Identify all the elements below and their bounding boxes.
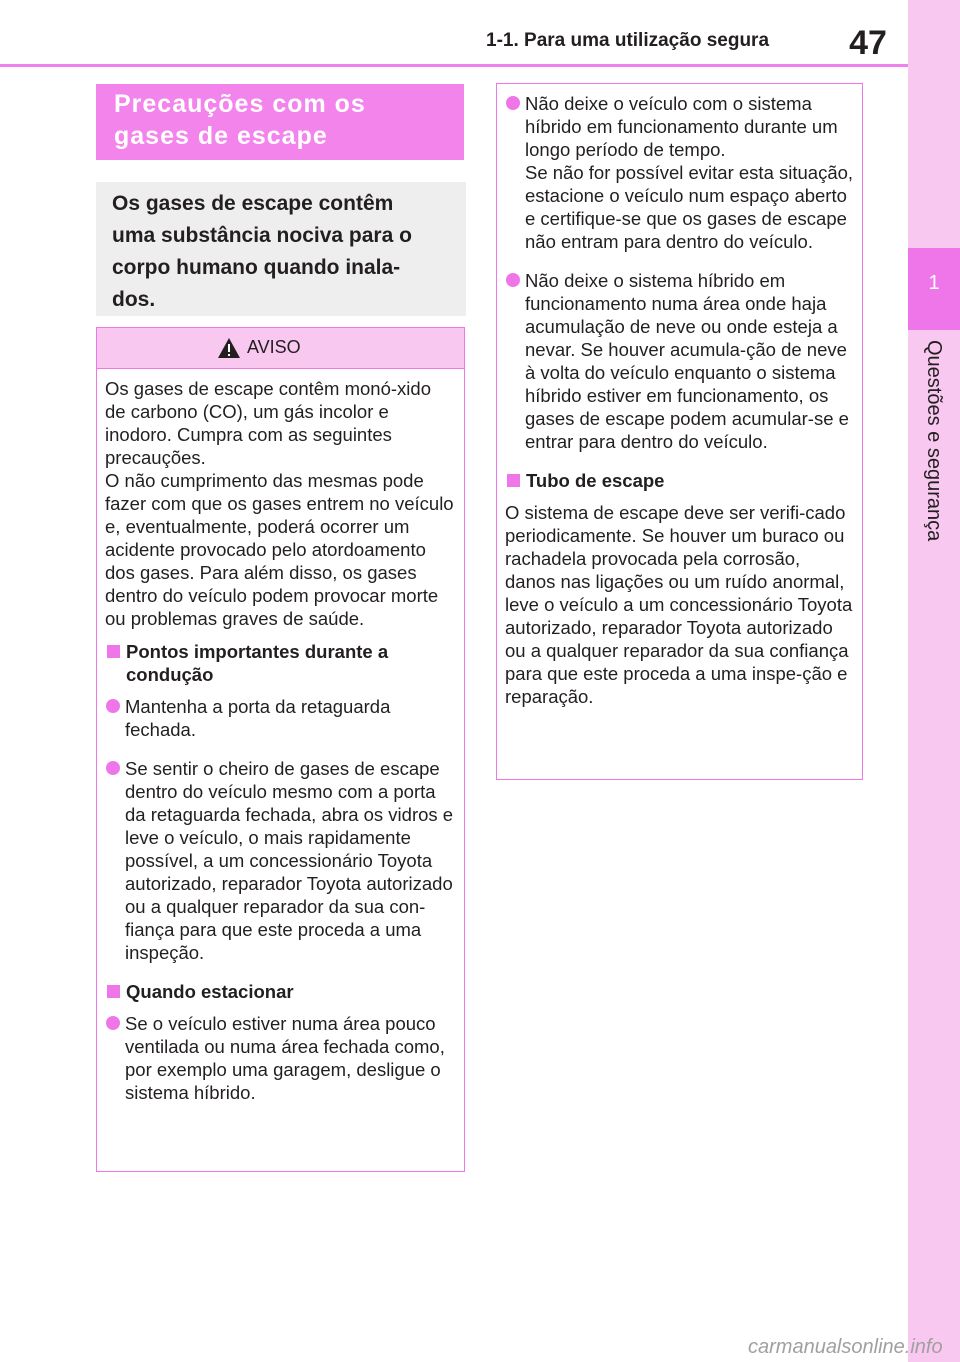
chapter-title: Questões e segurança	[923, 340, 945, 542]
heading-text: Tubo de escape	[526, 470, 665, 491]
bullet-item	[105, 695, 456, 741]
warning-heading-parking	[105, 980, 456, 1003]
header-rule	[0, 64, 908, 67]
watermark: carmanualsonline.info	[748, 1336, 943, 1358]
bullet-item	[105, 757, 456, 964]
warning-header	[97, 328, 464, 369]
heading-exhaust-pipe	[505, 469, 854, 492]
square-bullet-icon	[107, 985, 120, 998]
right-body	[497, 84, 862, 708]
section-title-line1: Precauções com os	[114, 90, 366, 118]
round-bullet-icon	[106, 1016, 120, 1030]
intro-box	[96, 182, 466, 316]
warning-box	[96, 327, 465, 1172]
bullet-text	[525, 92, 854, 253]
right-warning-box	[496, 83, 863, 780]
warning-label: AVISO	[247, 337, 301, 357]
bullet-item	[505, 92, 854, 253]
intro-line: uma substância nociva para o	[112, 224, 412, 247]
bullet-text-part1: Não deixe o veículo com o sistema híbrido em funcionamento durante um longo período de tempo.	[525, 93, 838, 160]
warning-heading-driving	[105, 640, 456, 686]
warning-triangle-icon	[217, 336, 241, 360]
bullet-text: Se o veículo estiver numa área pouco ventilada ou numa área fechada como, por exemplo uma garagem, desligue o sistema híbrido.	[125, 1013, 445, 1103]
heading-text: Pontos importantes durante a condução	[126, 641, 389, 685]
section-label: 1-1. Para uma utilização segura	[486, 30, 770, 51]
intro-line: corpo humano quando inala-	[112, 256, 401, 279]
bullet-item	[105, 1012, 456, 1104]
section-banner	[96, 84, 464, 160]
round-bullet-icon	[506, 273, 520, 287]
intro-line: dos.	[112, 288, 156, 311]
bullet-text-part2: Se não for possível evitar esta situação, estacione o veículo num espaço aberto e certifique-se que os gases de escape não entram para dentro do veículo.	[525, 162, 854, 252]
intro-line: Os gases de escape contêm	[112, 192, 394, 215]
bullet-text: Não deixe o sistema híbrido em funcionamento numa área onde haja acumulação de neve ou onde esteja a nevar. Se houver acumula-ção de neve à volta do veículo enquanto o sistema híbrido estiver em funcionamento, os gases de escape podem acumular-se e entrar para dentro do veículo.	[525, 270, 849, 452]
warning-intro-text: Os gases de escape contêm monó-xido de carbono (CO), um gás incolor e inodoro. Cumpra com as seguintes precauções.	[105, 378, 431, 468]
round-bullet-icon	[106, 761, 120, 775]
square-bullet-icon	[507, 474, 520, 487]
bullet-text: Mantenha a porta da retaguarda fechada.	[125, 696, 391, 740]
round-bullet-icon	[106, 699, 120, 713]
side-tab	[908, 0, 960, 1362]
square-bullet-icon	[107, 645, 120, 658]
bullet-text: Se sentir o cheiro de gases de escape dentro do veículo mesmo com a porta da retaguarda fechada, abra os vidros e leve o veículo, o mais rapidamente possível, a um concessionário Toyota autorizado, reparador Toyota autorizado ou a qualquer reparador da sua con-fiança para que este proceda a uma inspeção.	[125, 758, 454, 963]
round-bullet-icon	[506, 96, 520, 110]
bullet-item	[505, 269, 854, 453]
exhaust-pipe-paragraph: O sistema de escape deve ser verifi-cado periodicamente. Se houver um buraco ou rachadela provocada pela corrosão, danos nas ligações ou um ruído anormal, leve o veículo a um concessionário Toyota autorizado, reparador Toyota autorizado ou a qualquer reparador da sua confiança para que este proceda a uma inspe-ção e reparação.	[505, 502, 853, 707]
heading-text: Quando estacionar	[126, 981, 294, 1002]
section-title-line2: gases de escape	[114, 122, 328, 150]
warning-intro-text-2: O não cumprimento das mesmas pode fazer com que os gases entrem no veículo e, eventualmente, poderá ocorrer um acidente provocado pelo atordoamento dos gases. Para além disso, os gases dentro do veículo podem provocar morte ou problemas graves de saúde.	[105, 470, 454, 629]
warning-body	[97, 369, 464, 1104]
page-number: 47	[849, 24, 887, 62]
chapter-number: 1	[928, 272, 940, 294]
